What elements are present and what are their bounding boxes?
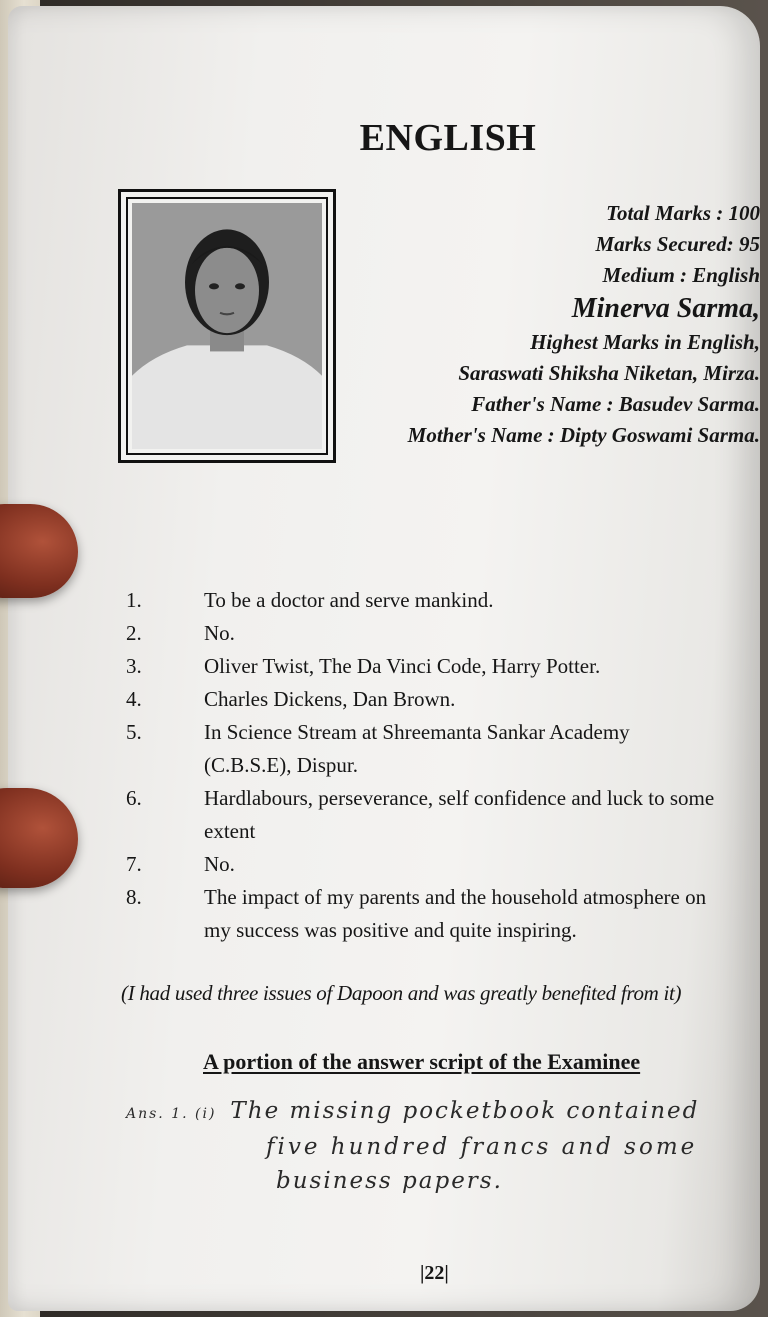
item-number: 6. [126, 786, 142, 810]
total-marks: Total Marks : 100 [606, 201, 760, 225]
medium: Medium : English [602, 263, 760, 287]
student-name: Minerva Sarma, [571, 293, 760, 324]
school-name: Saraswati Shiksha Niketan, Mirza. [458, 361, 760, 385]
item-text-continued: my success was positive and quite inspiring. [204, 918, 577, 942]
list-item [126, 716, 768, 782]
student-details [320, 198, 760, 451]
item-text-continued: (C.B.S.E), Dispur. [204, 753, 359, 777]
achievement: Highest Marks in English, [530, 330, 760, 354]
list-item [126, 848, 768, 881]
handwritten-line-2: five hundred francs and some [266, 1134, 698, 1160]
item-text: No. [204, 621, 235, 645]
handwritten-line-3: business papers. [276, 1168, 503, 1194]
list-item [126, 782, 768, 848]
list-item [126, 683, 768, 716]
father-name: Father's Name : Basudev Sarma. [471, 392, 760, 416]
item-text-continued: extent [204, 819, 256, 843]
item-number: 7. [126, 852, 142, 876]
book-page [8, 6, 760, 1311]
handwritten-prefix: Ans. 1. (i) [126, 1106, 217, 1122]
item-text: No. [204, 852, 235, 876]
item-text: The impact of my parents and the household atmosphere on [204, 885, 707, 909]
item-text: To be a doctor and serve mankind. [204, 588, 494, 612]
note-text: (I had used three issues of Dapoon and was greatly benefited from it) [121, 981, 682, 1005]
list-item [126, 617, 768, 650]
list-item [126, 650, 768, 683]
list-item [126, 584, 768, 617]
handwritten-text: The missing pocketbook contained [230, 1098, 700, 1124]
list-item [126, 881, 768, 947]
item-number: 4. [126, 687, 142, 711]
page-title: ENGLISH [359, 117, 537, 159]
item-text: In Science Stream at Shreemanta Sankar Academy [204, 720, 630, 744]
item-number: 3. [126, 654, 142, 678]
item-text: Charles Dickens, Dan Brown. [204, 687, 456, 711]
item-number: 5. [126, 720, 142, 744]
mother-name: Mother's Name : Dipty Goswami Sarma. [407, 423, 760, 447]
section-heading: A portion of the answer script of the Examinee [203, 1049, 641, 1074]
item-number: 2. [126, 621, 142, 645]
item-number: 8. [126, 885, 142, 909]
portrait-image [132, 203, 322, 449]
item-text: Hardlabours, perseverance, self confidence and luck to some [204, 786, 715, 810]
handwritten-answer [126, 1098, 766, 1194]
page-number: |22| [420, 1262, 449, 1284]
item-number: 1. [126, 588, 142, 612]
marks-secured: Marks Secured: 95 [595, 232, 760, 256]
portrait-frame [118, 189, 336, 463]
handwritten-line-1 [126, 1098, 766, 1124]
answer-list [126, 584, 768, 947]
student-portrait [132, 203, 322, 449]
portrait-frame-inner [126, 197, 328, 455]
item-text: Oliver Twist, The Da Vinci Code, Harry Potter. [204, 654, 601, 678]
